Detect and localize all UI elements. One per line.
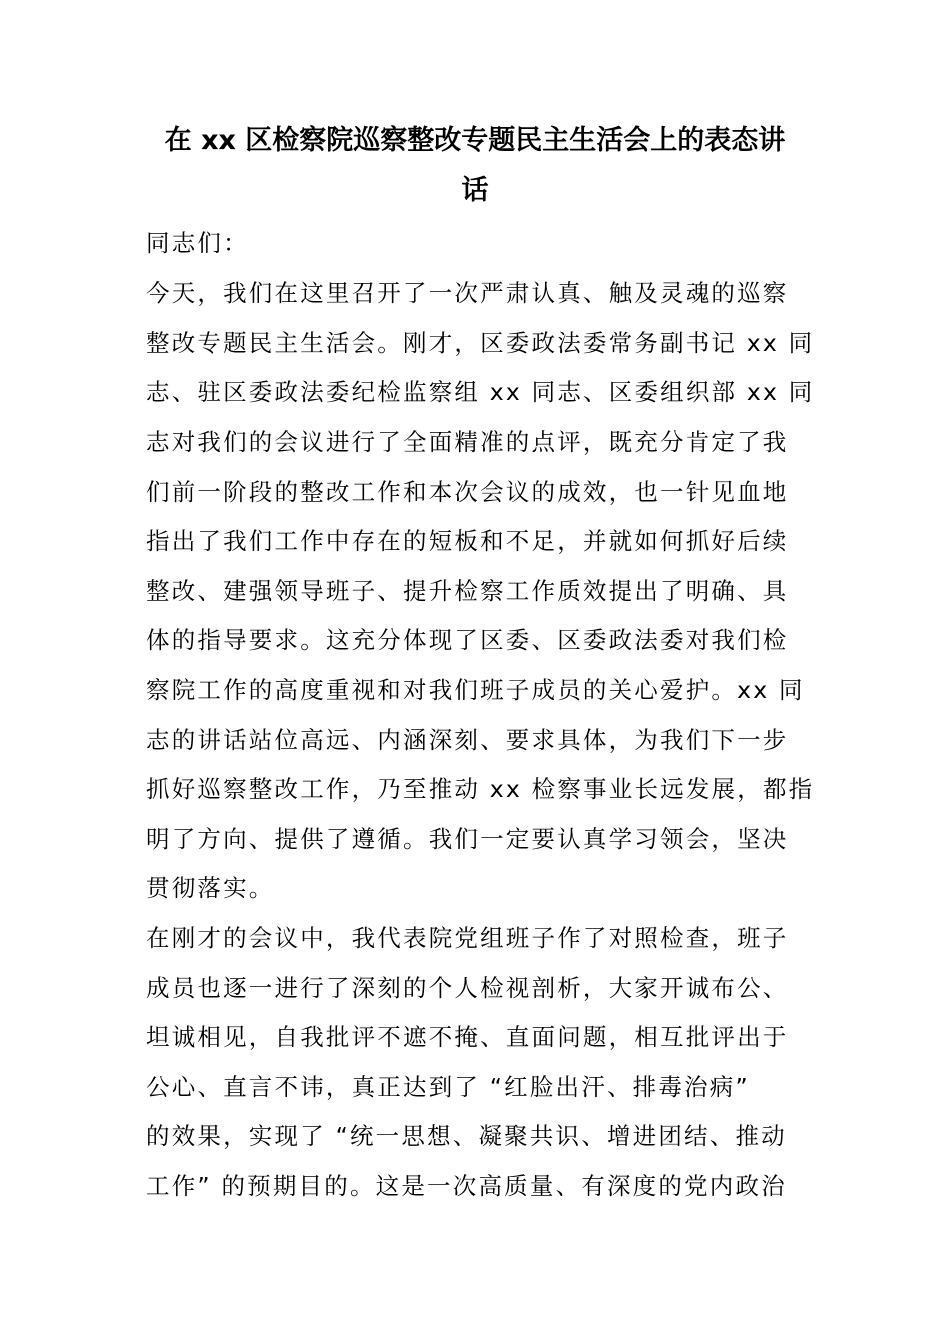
salutation: 同志们： [146,229,249,257]
body-line: 贯彻落实。 [146,874,275,902]
body-line: 今天，我们在这里召开了一次严肃认真、触及灵魂的巡察 [146,279,789,307]
body-line: 察院工作的高度重视和对我们班子成员的关心爱护。xx 同 [146,676,805,704]
body-line: 在刚才的会议中，我代表院党组班子作了对照检查，班子 [146,924,789,952]
body-line: 们前一阶段的整改工作和本次会议的成效，也一针见血地 [146,478,789,506]
document-title-line-2: 话 [461,175,489,206]
body-line: 整改、建强领导班子、提升检察工作质效提出了明确、具 [146,577,789,605]
body-line: 体的指导要求。这充分体现了区委、区委政法委对我们检 [146,626,789,654]
body-line: 明了方向、提供了遵循。我们一定要认真学习领会，坚决 [146,825,789,853]
body-line: 志的讲话站位高远、内涵深刻、要求具体，为我们下一步 [146,726,789,754]
document-title-line-1: 在 xx 区检察院巡察整改专题民主生活会上的表态讲 [164,125,786,156]
body-line: 公心、直言不讳，真正达到了 “红脸出汗、排毒治病” [146,1073,750,1101]
body-line: 指出了我们工作中存在的短板和不足，并就如何抓好后续 [146,527,789,555]
body-line: 的效果，实现了 “统一思想、凝聚共识、增进团结、推动 [146,1122,787,1150]
body-line: 志、驻区委政法委纪检监察组 xx 同志、区委组织部 xx 同 [146,378,815,406]
body-line: 坦诚相见，自我批评不遮不掩、直面问题，相互批评出于 [146,1023,789,1051]
body-line: 抓好巡察整改工作，乃至推动 xx 检察事业长远发展，都指 [146,775,815,803]
body-line: 整改专题民主生活会。刚才，区委政法委常务副书记 xx 同 [146,329,815,357]
body-line: 成员也逐一进行了深刻的个人检视剖析，大家开诚布公、 [146,974,789,1002]
body-line: 工作” 的预期目的。这是一次高质量、有深度的党内政治 [146,1172,787,1200]
body-line: 志对我们的会议进行了全面精准的点评，既充分肯定了我 [146,428,789,456]
